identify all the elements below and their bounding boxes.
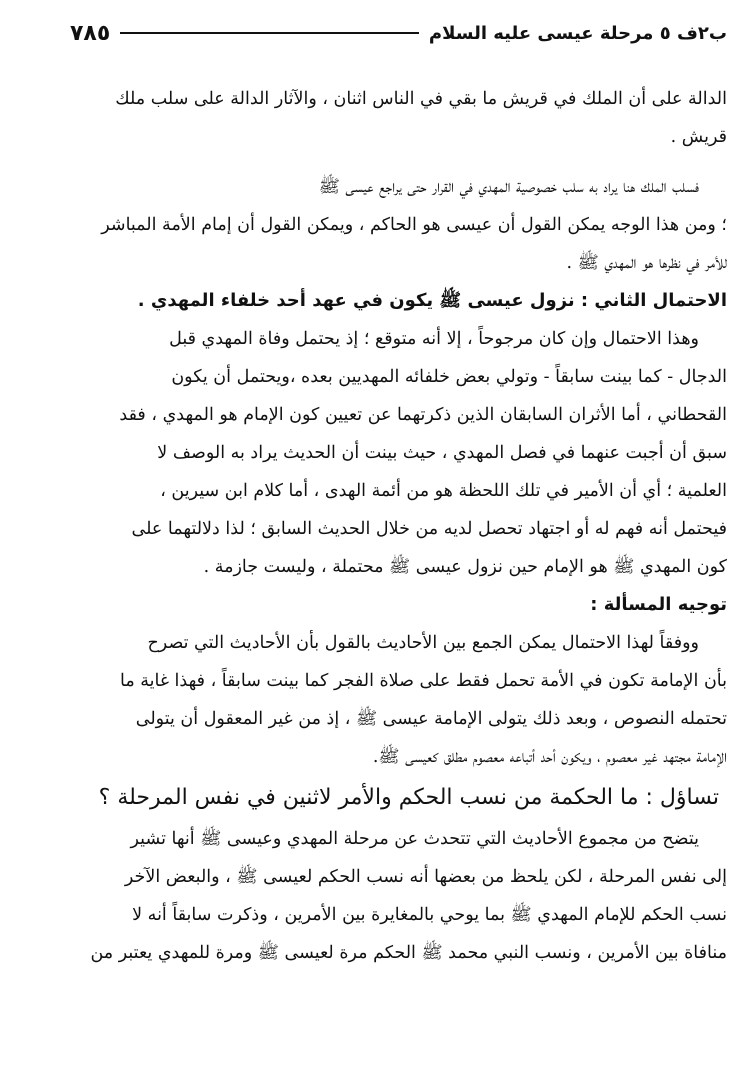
header-rule [120,32,419,34]
text-line: كون المهدي ﷺ هو الإمام حين نزول عيسى ﷺ محتملة ، وليست جازمة . [203,557,727,577]
text-line: قريش . [670,127,727,147]
subsection-heading: توجيه المسألة : [590,594,727,615]
section-heading: الاحتمال الثاني : نزول عيسى ﷺ يكون في عهد أحد خلفاء المهدي . [137,290,727,311]
text-line: يتضح من مجموع الأحاديث التي تتحدث عن مرحلة المهدي وعيسى ﷺ أنها تشير [130,829,699,849]
text-line: العلمية ؛ أي أن الأمير في تلك اللحظة هو من أئمة الهدى ، أما كلام ابن سيرين ، [160,481,727,501]
text-line: ؛ ومن هذا الوجه يمكن القول أن عيسى هو الحاكم ، ويمكن القول أن إمام الأمة المباشر [101,215,727,235]
page-header [70,14,727,52]
paragraph-4 [60,624,727,776]
page-number: ٧٨٥ [70,20,111,46]
text-line: وهذا الاحتمال وإن كان مرجوحاً ، إلا أنه متوقع ؛ إذ يحتمل وفاة المهدي قبل [169,329,699,349]
text-line: الدجال - كما بينت سابقاً - وتولي بعض خلفائه المهديين بعده ،ويحتمل أن يكون [171,367,727,387]
text-line: تحتمله النصوص ، وبعد ذلك يتولى الإمامة عيسى ﷺ ، إذ من غير المعقول أن يتولى [135,709,727,729]
text-line: للأمر في نظرها هو المهدي ﷺ . [566,253,727,273]
text-line: القحطاني ، أما الأثران السابقان الذين ذكرتهما عن تعيين كون الإمام هو المهدي ، فقد [119,405,727,425]
text-line: منافاة بين الأمرين ، ونسب النبي محمد ﷺ الحكم مرة لعيسى ﷺ ومرة للمهدي يعتبر من [90,943,727,963]
text-line: ووفقاً لهذا الاحتمال يمكن الجمع بين الأحاديث بالقول بأن الأحاديث التي تصرح [147,633,699,653]
text-line: نسب الحكم للإمام المهدي ﷺ بما يوحي بالمغايرة بين الأمرين ، وذكرت سابقاً أنه لا [132,905,727,925]
text-line: إلى نفس المرحلة ، لكن يلحظ من بعضها أنه نسب الحكم لعيسى ﷺ ، والبعض الآخر [124,867,727,887]
paragraph-1 [60,80,727,156]
text-line: سبق أن أجبت عنهما في فصل المهدي ، حيث بينت أن الحديث يراد به الوصف لا [157,443,727,463]
paragraph-3 [60,320,727,586]
text-line: فسلب الملك هنا يراد به سلب خصوصية المهدي في القرار حتى يراجع عيسى ﷺ [318,177,699,197]
question-heading: تساؤل : ما الحكمة من نسب الحكم والأمر لاثنين في نفس المرحلة ؟ [98,785,719,810]
paragraph-5 [60,820,727,972]
text-line: بأن الإمامة تكون في الأمة تحمل فقط على صلاة الفجر كما بينت سابقاً ، فهذا غاية ما [119,671,727,691]
paragraph-2 [60,168,727,282]
page-body [60,80,727,972]
text-line: الدالة على أن الملك في قريش ما بقي في الناس اثنان ، والآثار الدالة على سلب ملك [115,89,727,109]
text-line: الإمامة مجتهد غير معصوم ، ويكون أحد أتباعه معصوم مطلق كعيسى ﷺ. [372,747,727,767]
running-title: ب٢ف ٥ مرحلة عيسى عليه السلام [428,22,727,44]
text-line: فيحتمل أنه فهم له أو اجتهاد تحصل لديه من خلال الحديث السابق ؛ لذا دلالتهما على [131,519,727,539]
